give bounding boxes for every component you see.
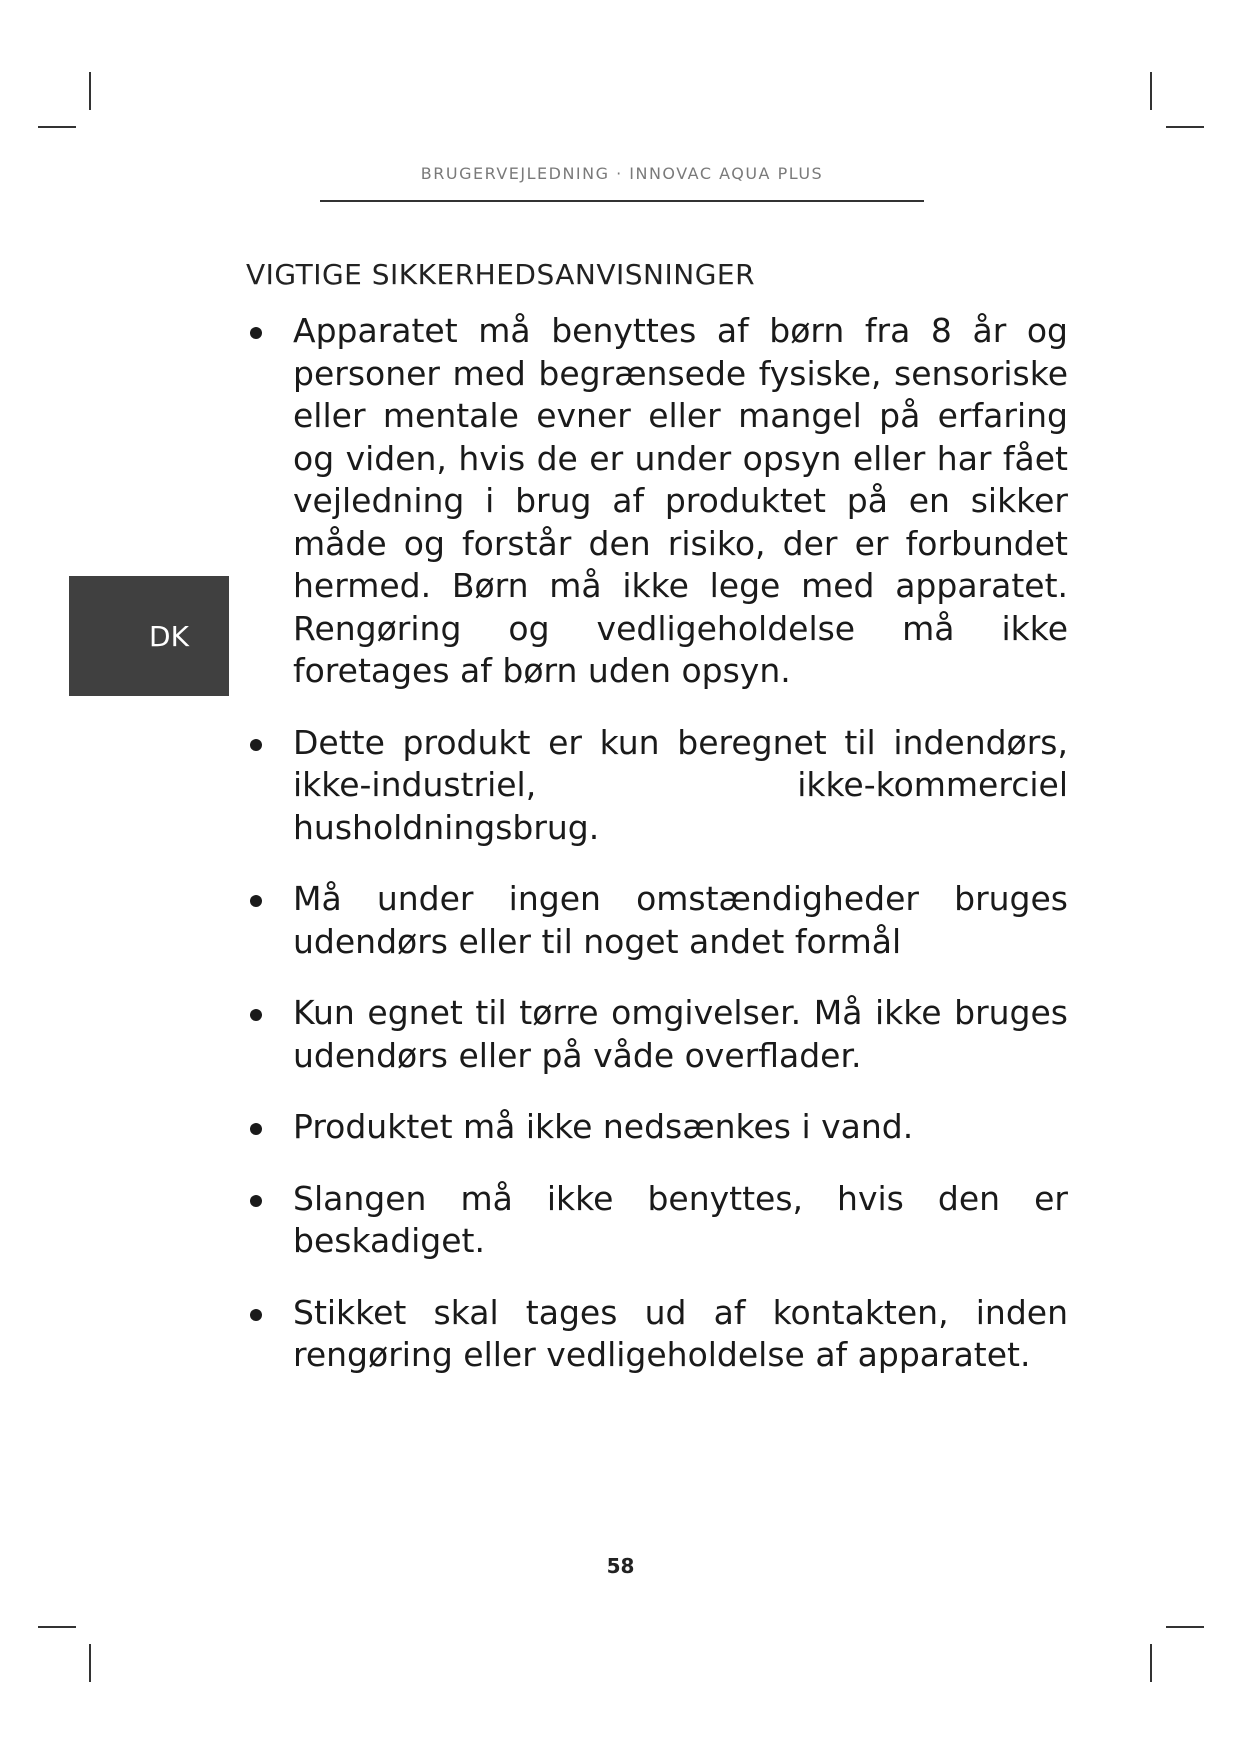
crop-mark-bottom-left-horizontal bbox=[38, 1626, 76, 1628]
header-rule bbox=[320, 200, 924, 202]
safety-item-text: Dette produkt er kun beregnet til indendørs, ikke-industriel, ikke-kommerciel husholdningsbrug. bbox=[293, 722, 1068, 847]
safety-item bbox=[246, 992, 1068, 1077]
bullet-icon bbox=[250, 1309, 262, 1321]
safety-item-text: Slangen må ikke benyttes, hvis den er beskadiget. bbox=[293, 1178, 1068, 1260]
running-header: BRUGERVEJLEDNING · INNOVAC AQUA PLUS bbox=[420, 164, 824, 183]
safety-item bbox=[246, 1106, 1068, 1149]
crop-mark-top-right-vertical bbox=[1150, 72, 1152, 110]
bullet-icon bbox=[250, 1195, 262, 1207]
safety-item bbox=[246, 722, 1068, 850]
safety-item-text: Stikket skal tages ud af kontakten, inden rengøring eller vedligeholdelse af apparatet. bbox=[293, 1292, 1068, 1374]
crop-mark-top-left-horizontal bbox=[38, 126, 76, 128]
safety-item bbox=[246, 1292, 1068, 1377]
safety-instructions-list bbox=[246, 310, 1068, 1406]
bullet-icon bbox=[250, 1123, 262, 1135]
safety-item bbox=[246, 1178, 1068, 1263]
crop-mark-bottom-left-vertical bbox=[89, 1644, 91, 1682]
bullet-icon bbox=[250, 327, 262, 339]
bullet-icon bbox=[250, 895, 262, 907]
safety-item-text: Apparatet må benyttes af børn fra 8 år og personer med begrænsede fysiske, sensoriske eller mentale evner eller mangel på erfaring og viden, hvis de er under opsyn eller har fået vejledning i brug af produktet på en sikker måde og forstår den risiko, der er forbundet hermed. Børn må ikke lege med apparatet. Rengøring og vedligeholdelse må ikke foretages af børn uden opsyn. bbox=[293, 311, 1068, 690]
section-title: VIGTIGE SIKKERHEDSANVISNINGER bbox=[246, 258, 756, 291]
safety-item-text: Kun egnet til tørre omgivelser. Må ikke bruges udendørs eller på våde overflader. bbox=[293, 993, 1068, 1075]
language-tab bbox=[69, 576, 229, 696]
safety-item-text: Må under ingen omstændigheder bruges udendørs eller til noget andet formål bbox=[293, 879, 1068, 961]
page-number: 58 bbox=[606, 1554, 635, 1578]
safety-item bbox=[246, 310, 1068, 693]
safety-item-text: Produktet må ikke nedsænkes i vand. bbox=[293, 1107, 914, 1146]
crop-mark-bottom-right-horizontal bbox=[1166, 1626, 1204, 1628]
bullet-icon bbox=[250, 1009, 262, 1021]
bullet-icon bbox=[250, 739, 262, 751]
crop-mark-top-right-horizontal bbox=[1166, 126, 1204, 128]
language-tab-label: DK bbox=[149, 619, 189, 653]
crop-mark-bottom-right-vertical bbox=[1150, 1644, 1152, 1682]
crop-mark-top-left-vertical bbox=[89, 72, 91, 110]
safety-item bbox=[246, 878, 1068, 963]
